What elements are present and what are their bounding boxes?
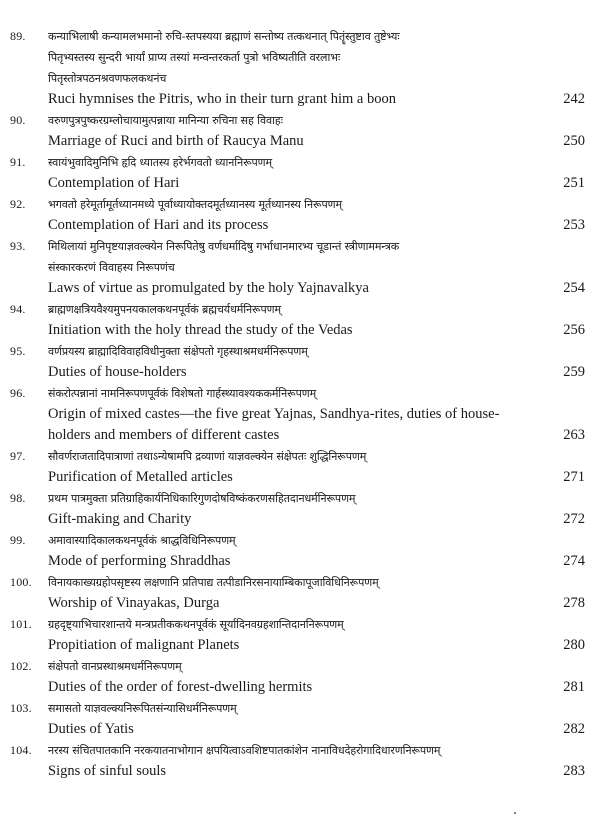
sanskrit-row	[0, 299, 600, 320]
sanskrit-title: कन्याभिलाषी कन्यामलभमानो रुचि-स्तपस्यया ब्रह्माणं सन्तोष्य तत्कथनात् पितॄंस्तुष्टाव तुष्टेभ्यः	[48, 30, 400, 43]
english-row	[0, 551, 600, 572]
sanskrit-title: नरस्य संचितपातकानि नरकयातनाभोगान क्षपयित्वाऽवशिष्टपातकांशेन नानाविधदेहरोगादिधारणनिरूपणम्	[48, 744, 441, 757]
sanskrit-row	[0, 110, 600, 131]
chapter-number: 101.	[10, 617, 32, 631]
english-row	[0, 320, 600, 341]
toc-entry	[0, 26, 600, 110]
sanskrit-row	[0, 26, 600, 47]
sanskrit-title: स्वायंभुवादिमुनिभि हृदि ध्यातस्य हरेर्भगवतो ध्याननिरूपणम्	[48, 156, 272, 169]
english-title: Contemplation of Hari and its process	[48, 217, 269, 233]
chapter-number: 91.	[10, 155, 26, 169]
sanskrit-title: ब्राह्मणक्षत्रियवैश्यमुपनयकालकथनपूर्वकं ब्रह्मचर्यधर्मनिरूपणम्	[48, 303, 281, 316]
sanskrit-title: समासतो याज्ञवल्क्यनिरूपितसंन्यासिधर्मनिरूपणम्	[48, 702, 237, 715]
toc-entry	[0, 194, 600, 236]
page-number: 274	[563, 553, 585, 569]
chapter-number: 100.	[10, 575, 32, 589]
table-of-contents	[0, 26, 600, 782]
page-number: 281	[563, 679, 585, 695]
sanskrit-row	[0, 68, 600, 89]
sanskrit-row	[0, 488, 600, 509]
english-row	[0, 404, 600, 425]
chapter-number: 89.	[10, 29, 26, 43]
sanskrit-row	[0, 341, 600, 362]
chapter-number: 104.	[10, 743, 32, 757]
english-title: Purification of Metalled articles	[48, 469, 233, 485]
sanskrit-title: वरुणपुत्रपुष्करग्रम्लोचायामुत्पन्नाया मानिन्या रुचिना सह विवाहः	[48, 114, 283, 127]
toc-entry	[0, 341, 600, 383]
sanskrit-row	[0, 572, 600, 593]
chapter-number: 97.	[10, 449, 26, 463]
toc-entry	[0, 614, 600, 656]
english-title: Ruci hymnises the Pitris, who in their turn grant him a boon	[48, 91, 396, 107]
page-number: 280	[563, 637, 585, 653]
english-row	[0, 173, 600, 194]
sanskrit-title: अमावास्यादिकालकथनपूर्वकं श्राद्धविधिनिरूपणम्	[48, 534, 236, 547]
page-number: 282	[563, 721, 585, 737]
sanskrit-row	[0, 152, 600, 173]
toc-entry	[0, 740, 600, 782]
sanskrit-title: संक्षेपतो वानप्रस्थाश्रमधर्मनिरूपणम्	[48, 660, 182, 673]
chapter-number: 92.	[10, 197, 26, 211]
scan-speck	[514, 812, 516, 814]
chapter-number: 102.	[10, 659, 32, 673]
sanskrit-title: ग्रहदृष्ट्याभिचारशान्तये मन्त्रप्रतीककथनपूर्वकं सूर्यादिनवग्रहशान्तिदाननिरूपणम्	[48, 618, 344, 631]
english-title: Worship of Vinayakas, Durga	[48, 595, 220, 611]
page-number: 254	[563, 280, 585, 296]
english-row	[0, 509, 600, 530]
english-title: Laws of virtue as promulgated by the holy Yajnavalkya	[48, 280, 369, 296]
sanskrit-row	[0, 194, 600, 215]
toc-entry	[0, 299, 600, 341]
toc-entry	[0, 698, 600, 740]
english-title: Duties of Yatis	[48, 721, 134, 737]
english-title: Initiation with the holy thread the study of the Vedas	[48, 322, 353, 338]
toc-entry	[0, 488, 600, 530]
page-number: 263	[563, 427, 585, 443]
english-row	[0, 467, 600, 488]
page-number: 278	[563, 595, 585, 611]
sanskrit-title: वर्णप्रयस्य ब्राह्मादिविवाहविधीनुक्ता संक्षेपतो गृहस्थाश्रमधर्मनिरूपणम्	[48, 345, 308, 358]
english-row	[0, 278, 600, 299]
page-number: 272	[563, 511, 585, 527]
page-number: 253	[563, 217, 585, 233]
sanskrit-title: सौवर्णराजतादिपात्राणां तथाऽन्येषामपि द्रव्याणां याज्ञवल्क्येन संक्षेपतः शुद्धिनिरूपणम्	[48, 450, 367, 463]
english-row	[0, 131, 600, 152]
chapter-number: 103.	[10, 701, 32, 715]
page-number: 283	[563, 763, 585, 779]
english-row	[0, 635, 600, 656]
toc-entry	[0, 572, 600, 614]
chapter-number: 98.	[10, 491, 26, 505]
sanskrit-row	[0, 383, 600, 404]
chapter-number: 93.	[10, 239, 26, 253]
toc-entry	[0, 656, 600, 698]
page-number: 250	[563, 133, 585, 149]
english-title: holders and members of different castes	[48, 427, 280, 443]
toc-entry	[0, 110, 600, 152]
sanskrit-title: प्रथम पात्रमुक्ता प्रतिग्राहिकार्यनिधिकारिगुणदोषविष्कंकरणसहितदानधर्मनिरूपणम्	[48, 492, 356, 505]
page-number: 271	[563, 469, 585, 485]
sanskrit-title: भगवतो हरेमूर्तामूर्तध्यानमध्ये पूर्वाध्यायोक्तदमूर्तध्यानस्य मूर्तध्यानस्य निरूपणम्	[48, 198, 342, 211]
sanskrit-title: पितृभ्यस्तस्य सुन्दरी भार्यां प्राप्य तस्यां मन्वन्तरकर्ता पुत्रो भविष्यतीति वरलाभः	[48, 51, 341, 64]
english-title: Marriage of Ruci and birth of Raucya Manu	[48, 133, 304, 149]
sanskrit-row	[0, 530, 600, 551]
page-number: 259	[563, 364, 585, 380]
toc-entry	[0, 152, 600, 194]
english-title: Propitiation of malignant Planets	[48, 637, 240, 653]
chapter-number: 96.	[10, 386, 26, 400]
english-row	[0, 719, 600, 740]
chapter-number: 95.	[10, 344, 26, 358]
sanskrit-title: पितृस्तोत्रपठनश्रवणफलकथनंच	[48, 72, 167, 85]
english-row	[0, 677, 600, 698]
sanskrit-row	[0, 656, 600, 677]
toc-entry	[0, 446, 600, 488]
english-title: Origin of mixed castes—the five great Yajnas, Sandhya-rites, duties of house-	[48, 406, 500, 422]
english-title: Signs of sinful souls	[48, 763, 167, 779]
english-title: Contemplation of Hari	[48, 175, 180, 191]
toc-entry	[0, 530, 600, 572]
english-row	[0, 362, 600, 383]
english-row	[0, 761, 600, 782]
sanskrit-title: विनायकाख्यग्रहोपसृष्टस्य लक्षणानि प्रतिपाद्य तत्पीडानिरसनायाम्बिकापूजाविधिनिरूपणम्	[48, 576, 379, 589]
sanskrit-row	[0, 698, 600, 719]
chapter-number: 94.	[10, 302, 26, 316]
english-row	[0, 593, 600, 614]
english-row	[0, 425, 600, 446]
english-title: Duties of house-holders	[48, 364, 187, 380]
sanskrit-row	[0, 614, 600, 635]
sanskrit-title: मिथिलायां मुनिपृष्टयाज्ञवल्क्येन निरूपितेषु वर्णधर्मादिषु गर्भाधानमारभ्य चूडान्तं स्त्रीणाममन्त्रक	[48, 240, 400, 253]
toc-entry	[0, 383, 600, 446]
english-title: Duties of the order of forest-dwelling hermits	[48, 679, 313, 695]
sanskrit-title: संस्कारकरणं विवाहस्य निरूपणंच	[48, 261, 175, 274]
toc-entry	[0, 236, 600, 299]
page-number: 256	[563, 322, 585, 338]
page-number: 242	[563, 91, 585, 107]
sanskrit-row	[0, 47, 600, 68]
sanskrit-title: संकरोत्पन्नानां नामनिरूपणपूर्वकं विशेषतो गार्हस्थ्यावश्यककर्मनिरूपणम्	[48, 387, 317, 400]
english-row	[0, 215, 600, 236]
english-row	[0, 89, 600, 110]
english-title: Mode of performing Shraddhas	[48, 553, 231, 569]
sanskrit-row	[0, 740, 600, 761]
sanskrit-row	[0, 446, 600, 467]
sanskrit-row	[0, 257, 600, 278]
english-title: Gift-making and Charity	[48, 511, 192, 527]
chapter-number: 90.	[10, 113, 26, 127]
sanskrit-row	[0, 236, 600, 257]
page-number: 251	[563, 175, 585, 191]
chapter-number: 99.	[10, 533, 26, 547]
